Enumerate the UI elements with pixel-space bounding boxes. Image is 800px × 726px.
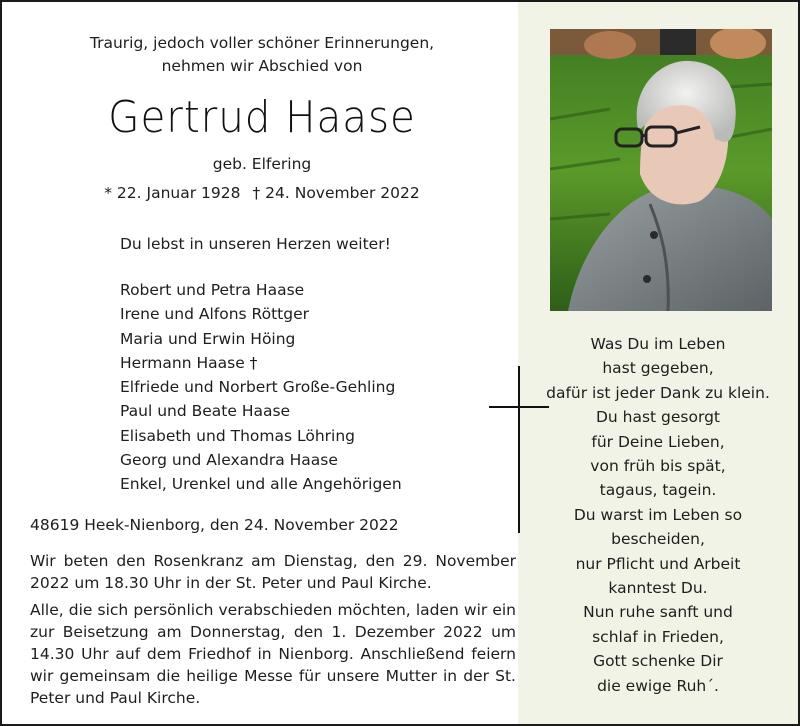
- poem-line: dafür ist jeder Dank zu klein.: [546, 383, 770, 402]
- poem-line: Was Du im Leben: [590, 335, 726, 353]
- mourner-item: Georg und Alexandra Haase: [120, 451, 338, 470]
- intro-line-2: nehmen wir Abschied von: [161, 57, 363, 75]
- mourner-item: Enkel, Urenkel und alle Angehörigen: [120, 475, 402, 494]
- poem-line: Gott schenke Dir: [593, 652, 723, 671]
- funeral-text: Alle, die sich persönlich verabschieden möchten, laden wir ein zur Beisetzung am Donnerstag, den 1. Dezember 2022 um 14.30 Uhr auf dem Friedhof in Nienborg. Anschließend feiern wir gemeinsam die heilige Messe für unsere Mutter in der St. Peter und Paul Kirche.: [30, 601, 516, 707]
- rosary-text: Wir beten den Rosenkranz am Dienstag, den 29. November 2022 um 18.30 Uhr in der St. Peter und Paul Kirche.: [30, 552, 516, 592]
- intro-text: [42, 32, 482, 78]
- poem-line: hast gegeben,: [602, 359, 714, 378]
- mourner-item: Paul und Beate Haase: [120, 402, 291, 421]
- poem-line: Du hast gesorgt: [595, 408, 721, 427]
- mourner-item: Hermann Haase †: [120, 353, 258, 372]
- poem: [518, 332, 798, 698]
- cross-icon: [518, 366, 520, 533]
- poem-line: die ewige Ruh´.: [597, 676, 719, 695]
- poem-line: von früh bis spät,: [590, 457, 726, 476]
- poem-line: Nun ruhe sanft und: [583, 603, 733, 622]
- mourner-item: Maria und Erwin Höing: [120, 329, 296, 348]
- cross-bar: [489, 406, 549, 408]
- poem-line: schlaf in Frieden,: [592, 627, 724, 646]
- life-dates: [42, 184, 482, 202]
- mourner-item: Elfriede und Norbert Große-Gehling: [120, 378, 396, 397]
- place-date: 48619 Heek-Nienborg, den 24. November 2022: [30, 516, 399, 534]
- birth-date: * 22. Januar 1928: [104, 184, 241, 202]
- mourners-list: [120, 278, 402, 497]
- poem-line: nur Pflicht und Arbeit: [575, 554, 741, 573]
- maiden-name: geb. Elfering: [212, 155, 312, 173]
- poem-line: bescheiden,: [611, 530, 705, 549]
- death-date: † 24. November 2022: [252, 184, 420, 202]
- photo-poem-panel: [518, 2, 798, 724]
- poem-line: für Deine Lieben,: [591, 432, 725, 451]
- mourner-item: Elisabeth und Thomas Löhring: [120, 426, 355, 445]
- main-text-column: [2, 2, 518, 724]
- mourner-item: Irene und Alfons Röttger: [120, 305, 309, 324]
- poem-line: kanntest Du.: [608, 579, 708, 598]
- deceased-name: Gertrud Haase: [108, 92, 416, 143]
- poem-line: Du warst im Leben so: [573, 505, 743, 524]
- intro-line-1: Traurig, jedoch voller schöner Erinnerungen,: [89, 34, 435, 52]
- motto: Du lebst in unseren Herzen weiter!: [120, 235, 391, 253]
- poem-line: tagaus, tagein.: [599, 481, 717, 500]
- portrait-photo: [550, 29, 772, 311]
- mourner-item: Robert und Petra Haase: [120, 281, 305, 299]
